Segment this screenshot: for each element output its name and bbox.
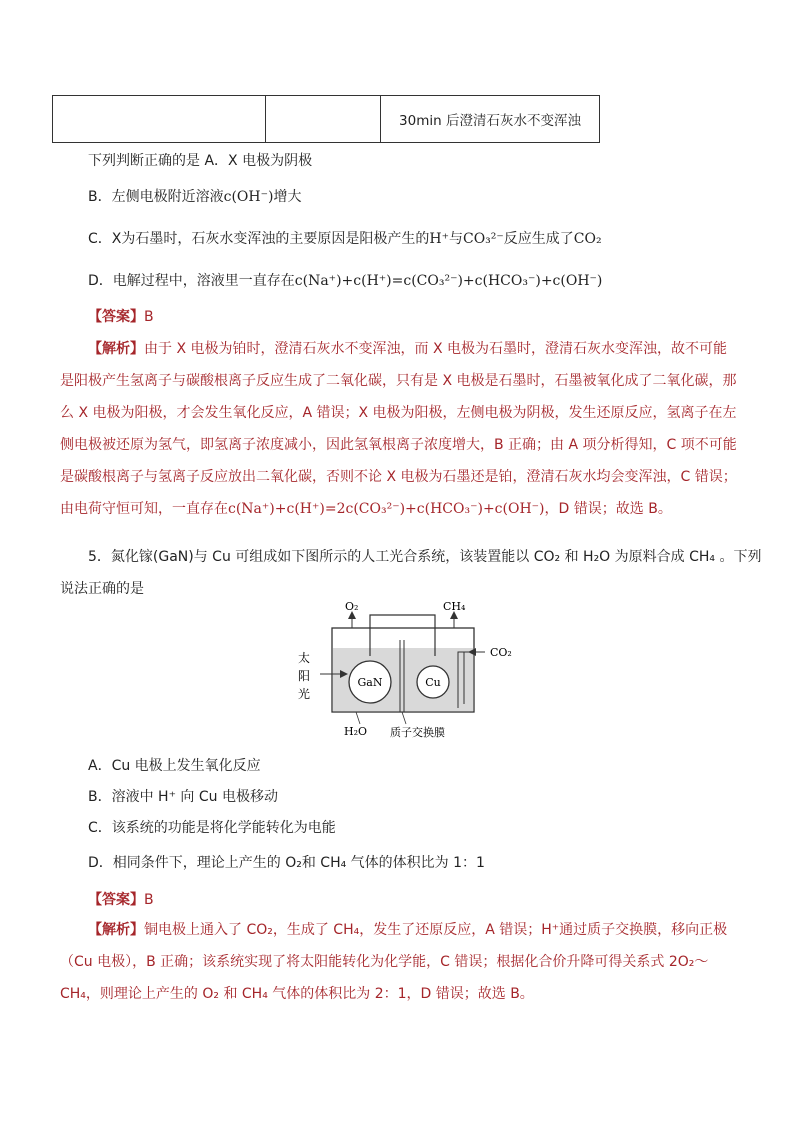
analysis-tag: 【解析】 xyxy=(88,922,144,938)
h2o-label: H₂O xyxy=(344,725,368,738)
h2o-pointer xyxy=(356,712,360,724)
q4-option-d-math: c(Na⁺)+c(H⁺)=c(CO₃²⁻)+c(HCO₃⁻)+c(OH⁻) xyxy=(294,273,603,289)
q4-option-d-prefix: D．电解过程中，溶液里一直存在 xyxy=(88,273,295,289)
q4-option-b-math: c(OH⁻) xyxy=(223,189,274,205)
answer-tag: 【答案】 xyxy=(88,309,144,325)
analysis-tag: 【解析】 xyxy=(88,341,144,357)
q4-option-c-co2: CO₂ xyxy=(573,231,602,247)
q4-option-b xyxy=(88,186,301,206)
experiment-table xyxy=(52,95,600,143)
table-cell xyxy=(266,96,381,143)
q5-option-a: A．Cu 电极上发生氧化反应 xyxy=(88,758,261,774)
q4-option-c-h: H⁺ xyxy=(429,231,449,247)
q5-answer xyxy=(88,889,154,909)
o2-label: O₂ xyxy=(345,600,359,613)
q4-option-b-prefix: B．左侧电极附近溶液 xyxy=(88,189,224,205)
membrane-label: 质子交换膜 xyxy=(390,726,445,739)
q5-stem-line1: 5．氮化镓(GaN)与 Cu 可组成如下图所示的人工光合系统，该装置能以 CO₂ 和 H₂O 为原料合成 CH₄ 。下列 xyxy=(88,549,762,565)
ch4-label: CH₄ xyxy=(443,600,466,613)
sun-char-1: 太 xyxy=(298,651,311,665)
answer-tag: 【答案】 xyxy=(88,892,144,908)
table-row xyxy=(53,96,600,143)
q4-option-c xyxy=(88,228,602,248)
q4-stem-option-a: 下列判断正确的是 A．X 电极为阴极 xyxy=(88,153,313,169)
answer-value: B xyxy=(144,892,154,908)
analysis-end: ，D 错误；故选 B。 xyxy=(544,501,672,517)
gan-label: GaN xyxy=(357,676,383,689)
q5-analysis xyxy=(60,914,740,1010)
table-cell: 30min 后澄清石灰水不变浑浊 xyxy=(381,96,600,143)
analysis-text: 铜电极上通入了 CO₂，生成了 CH₄，发生了还原反应，A 错误；H⁺通过质子交换膜，移向正极（Cu 电极），B 正确；该系统实现了将太阳能转化为化学能，C 错误；根据化合价升降可得关系式 2O₂～CH₄，则理论上产生的 O₂ 和 CH₄ 气体的体积比为 2：1，D 错误；故选 B。 xyxy=(60,922,728,1002)
q5-option-d: D．相同条件下，理论上产生的 O₂和 CH₄ 气体的体积比为 1：1 xyxy=(88,855,485,871)
analysis-math: c(Na⁺)+c(H⁺)=2c(CO₃²⁻)+c(HCO₃⁻)+c(OH⁻) xyxy=(228,501,545,517)
analysis-text: 由于 X 电极为铂时，澄清石灰水不变浑浊，而 X 电极为石墨时，澄清石灰水变浑浊，故不可能是阳极产生氢离子与碳酸根离子反应生成了二氧化碳，只有是 X 电极是石墨时，石墨被氧化成了二氧化碳，那么 X 电极为阳极，才会发生氧化反应，A 错误；X 电极为阳极，左侧电极为阴极，发生还原反应，氢离子在左侧电极被还原为氢气，即氢离子浓度减小，因此氢氧根离子浓度增大，B 正确；由 A 项分析得知，C 项不可能是碳酸根离子与氢离子反应放出二氧化碳，否则不论 X 电极为石墨还是铂，澄清石灰水均会变浑浊，C 错误；由电荷守恒可知，一直存在 xyxy=(60,341,737,517)
q4-option-c-end: 反应生成了 xyxy=(503,231,574,247)
cu-label: Cu xyxy=(425,676,441,689)
sun-char-2: 阳 xyxy=(298,669,311,683)
q5-option-c: C．该系统的功能是将化学能转化为电能 xyxy=(88,820,336,836)
answer-value: B xyxy=(144,309,154,325)
q4-option-b-suffix: 增大 xyxy=(273,189,302,205)
q5-stem-line2: 说法正确的是 xyxy=(60,581,144,597)
q4-answer xyxy=(88,306,154,326)
table-cell xyxy=(53,96,266,143)
photosynthesis-diagram xyxy=(290,600,530,742)
co2-label: CO₂ xyxy=(490,646,512,659)
sun-char-3: 光 xyxy=(298,687,311,701)
membrane-pointer xyxy=(402,712,406,724)
q4-option-c-mid: 与 xyxy=(448,231,463,247)
q4-analysis xyxy=(60,333,740,525)
q4-option-d xyxy=(88,270,602,290)
q5-option-b: B．溶液中 H⁺ 向 Cu 电极移动 xyxy=(88,789,278,805)
q4-option-c-co3: CO₃²⁻ xyxy=(462,231,504,247)
q4-option-c-text: C．X为石墨时，石灰水变浑浊的主要原因是阳极产生的 xyxy=(88,231,430,247)
